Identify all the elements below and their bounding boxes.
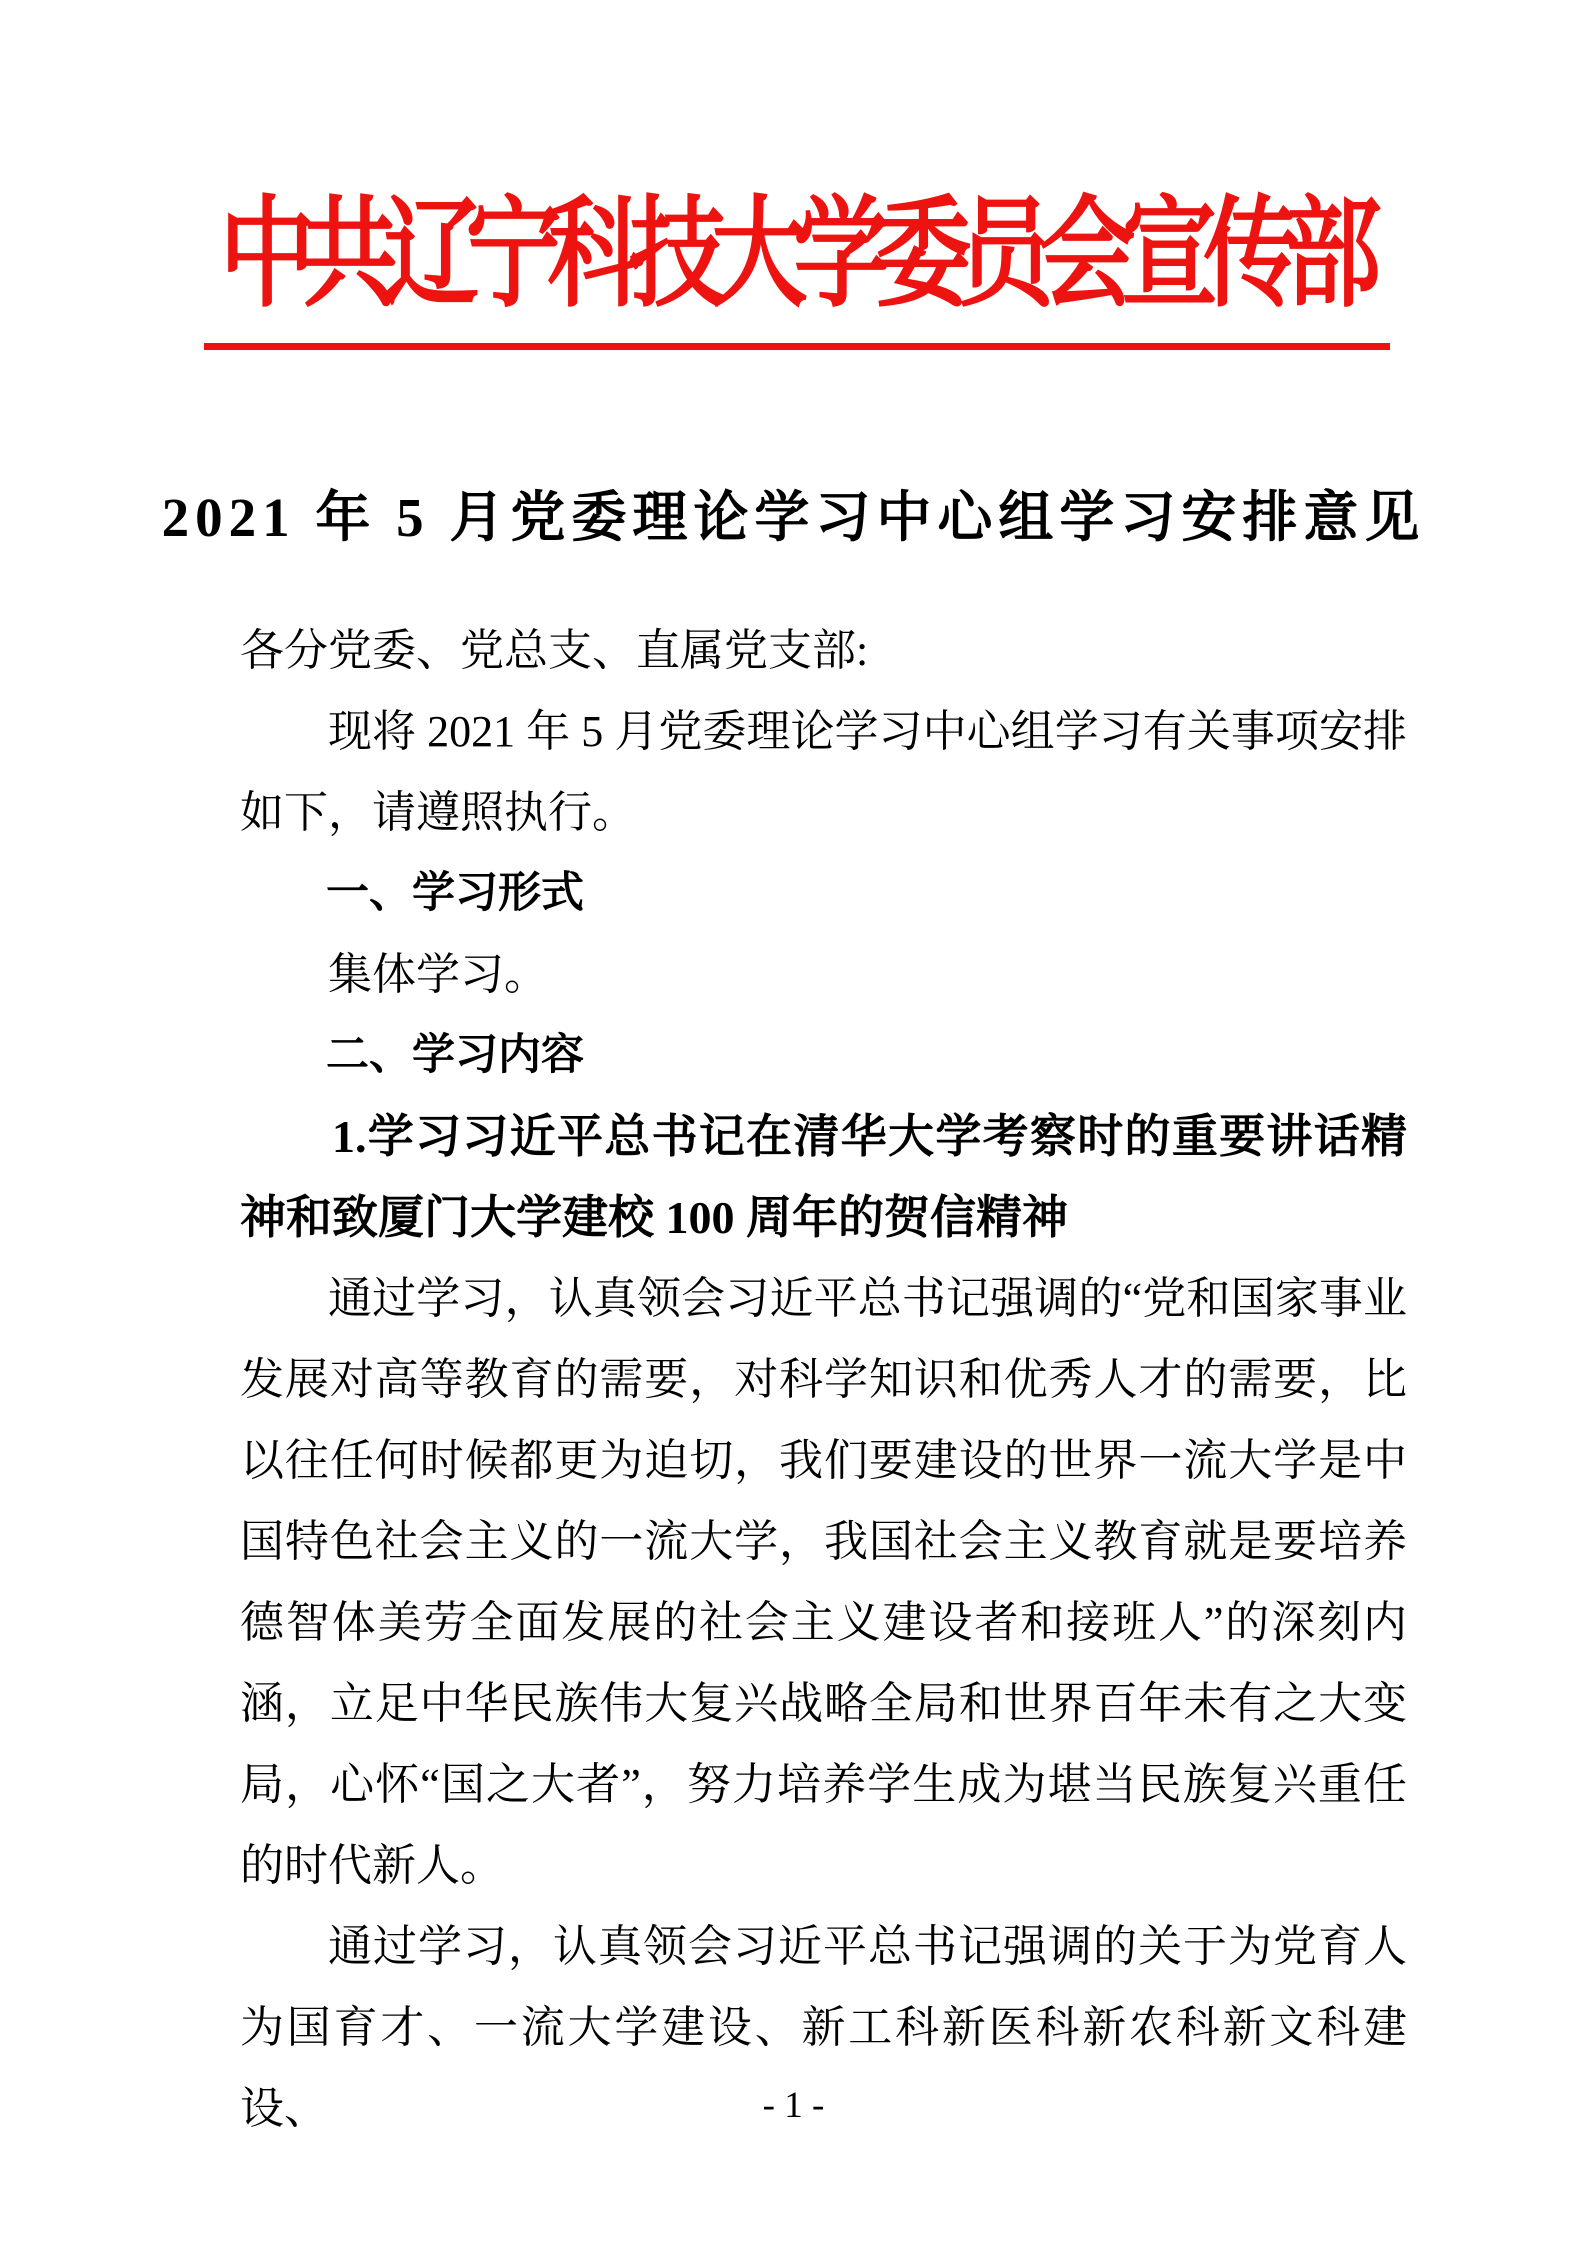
salutation: 各分党委、党总支、直属党支部: — [240, 626, 869, 675]
letterhead-divider — [204, 343, 1390, 350]
intro-paragraph: 现将 2021 年 5 月党委理论学习中心组学习有关事项安排如下，请遵照执行。 — [240, 707, 1407, 837]
section-heading-study-content: 二、学习内容 — [326, 1031, 584, 1079]
document-body — [240, 610, 1407, 2149]
page-number: - 1 - — [762, 2085, 825, 2126]
study-item-2-paragraph: 通过学习，认真领会习近平总书记强调的关于为党育人为国育才、一流大学建设、新工科新医科新农科新文科建设、 — [240, 1922, 1407, 2133]
document-title: 2021 年 5 月党委理论学习中心组学习安排意见 — [161, 487, 1426, 548]
study-item-1-paragraph: 通过学习，认真领会习近平总书记强调的“党和国家事业发展对高等教育的需要，对科学知识和优秀人才的需要，比以往任何时候都更为迫切，我们要建设的世界一流大学是中国特色社会主义的一流大学，我国社会主义教育就是要培养德智体美劳全面发展的社会主义建设者和接班人”的深刻内涵，立足中华民族伟大复兴战略全局和世界百年未有之大变局，心怀“国之大者”，努力培养学生成为堪当民族复兴重任的时代新人。 — [240, 1274, 1407, 1890]
letterhead-title: 中共辽宁科技大学委员会宣传部 — [219, 187, 1368, 322]
study-form-paragraph: 集体学习。 — [328, 950, 548, 999]
section-heading-study-form: 一、学习形式 — [326, 869, 584, 917]
study-item-1-heading: 1.学习习近平总书记在清华大学考察时的重要讲话精神和致厦门大学建校 100 周年的贺信精神 — [240, 1111, 1407, 1243]
